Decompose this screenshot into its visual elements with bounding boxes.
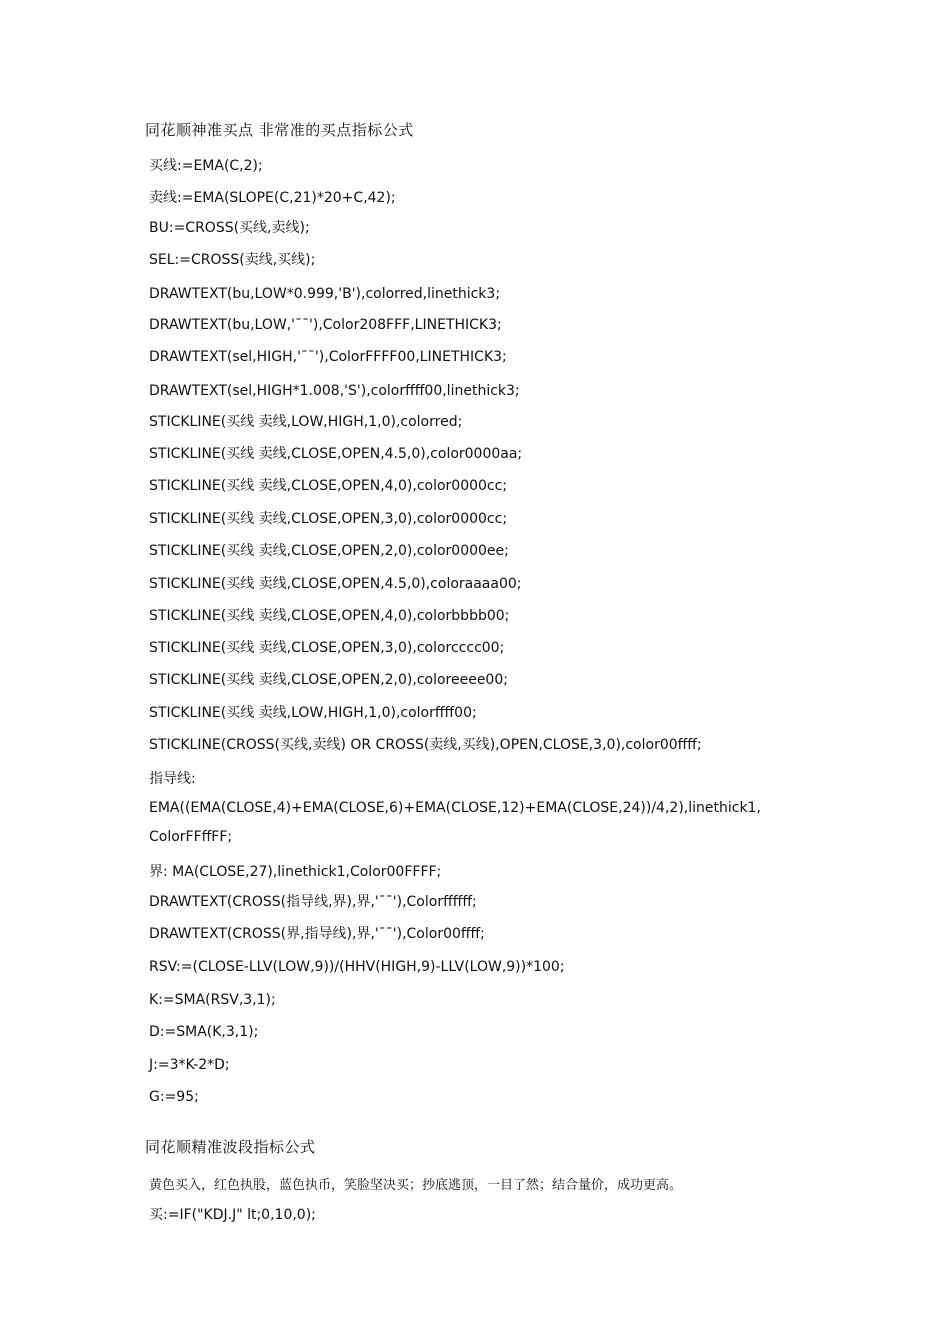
code-line: 界: MA(CLOSE,27),linethick1,Color00FFFF;	[149, 864, 442, 880]
code-line: STICKLINE(买线 卖线,CLOSE,OPEN,2,0),coloreeee00;	[149, 672, 508, 688]
code-line: 卖线:=EMA(SLOPE(C,21)*20+C,42);	[149, 190, 396, 206]
code-line: D:=SMA(K,3,1);	[149, 1024, 259, 1040]
code-line: STICKLINE(买线 卖线,CLOSE,OPEN,3,0),color0000cc;	[149, 511, 508, 527]
section-title: 同花顺精准波段指标公式	[145, 1138, 316, 1156]
code-line: STICKLINE(买线 卖线,CLOSE,OPEN,4,0),color0000cc;	[149, 478, 508, 494]
code-line: SEL:=CROSS(卖线,买线);	[149, 252, 316, 268]
code-line: BU:=CROSS(买线,卖线);	[149, 220, 310, 236]
code-line: STICKLINE(买线 卖线,CLOSE,OPEN,2,0),color0000ee;	[149, 543, 509, 559]
code-line: DRAWTEXT(bu,LOW*0.999,'B'),colorred,linethick3;	[149, 286, 501, 302]
code-line: 指导线:	[149, 771, 196, 787]
code-line: DRAWTEXT(sel,HIGH,'¯¯'),ColorFFFF00,LINETHICK3;	[149, 349, 507, 365]
code-line: STICKLINE(买线 卖线,CLOSE,OPEN,4,0),colorbbbb00;	[149, 608, 510, 624]
section-title: 同花顺神准买点 非常准的买点指标公式	[145, 121, 414, 139]
code-line: 买线:=EMA(C,2);	[149, 158, 263, 174]
code-line: STICKLINE(买线 卖线,LOW,HIGH,1,0),colorred;	[149, 414, 463, 430]
code-line: STICKLINE(买线 卖线,CLOSE,OPEN,4.5,0),coloraaaa00;	[149, 576, 522, 592]
code-line: 买:=IF("KDJ.J" lt;0,10,0);	[149, 1207, 316, 1223]
code-line: DRAWTEXT(CROSS(指导线,界),界,'¯¯'),Colorffffff;	[149, 894, 477, 910]
code-line: DRAWTEXT(CROSS(界,指导线),界,'¯¯'),Color00ffff;	[149, 926, 485, 942]
code-line: EMA((EMA(CLOSE,4)+EMA(CLOSE,6)+EMA(CLOSE,12)+EMA(CLOSE,24))/4,2),linethick1, ColorFFffFF;	[149, 800, 761, 845]
code-line: RSV:=(CLOSE-LLV(LOW,9))/(HHV(HIGH,9)-LLV(LOW,9))*100;	[149, 959, 565, 975]
code-line: DRAWTEXT(sel,HIGH*1.008,'S'),colorffff00,linethick3;	[149, 383, 520, 399]
code-line: J:=3*K-2*D;	[149, 1057, 230, 1073]
code-line: STICKLINE(CROSS(买线,卖线) OR CROSS(卖线,买线),OPEN,CLOSE,3,0),color00ffff;	[149, 737, 702, 753]
code-line: K:=SMA(RSV,3,1);	[149, 992, 276, 1008]
description-note: 黄色买入，红色执股，蓝色执币，笑脸坚决买；抄底逃顶，一目了然；结合量价，成功更高。	[149, 1178, 683, 1193]
code-line: DRAWTEXT(bu,LOW,'¯¯'),Color208FFF,LINETHICK3;	[149, 317, 502, 333]
code-line: G:=95;	[149, 1089, 199, 1105]
code-line: STICKLINE(买线 卖线,CLOSE,OPEN,3,0),colorcccc00;	[149, 640, 505, 656]
code-line: STICKLINE(买线 卖线,CLOSE,OPEN,4.5,0),color0000aa;	[149, 446, 523, 462]
code-line: STICKLINE(买线 卖线,LOW,HIGH,1,0),colorffff00;	[149, 705, 477, 721]
